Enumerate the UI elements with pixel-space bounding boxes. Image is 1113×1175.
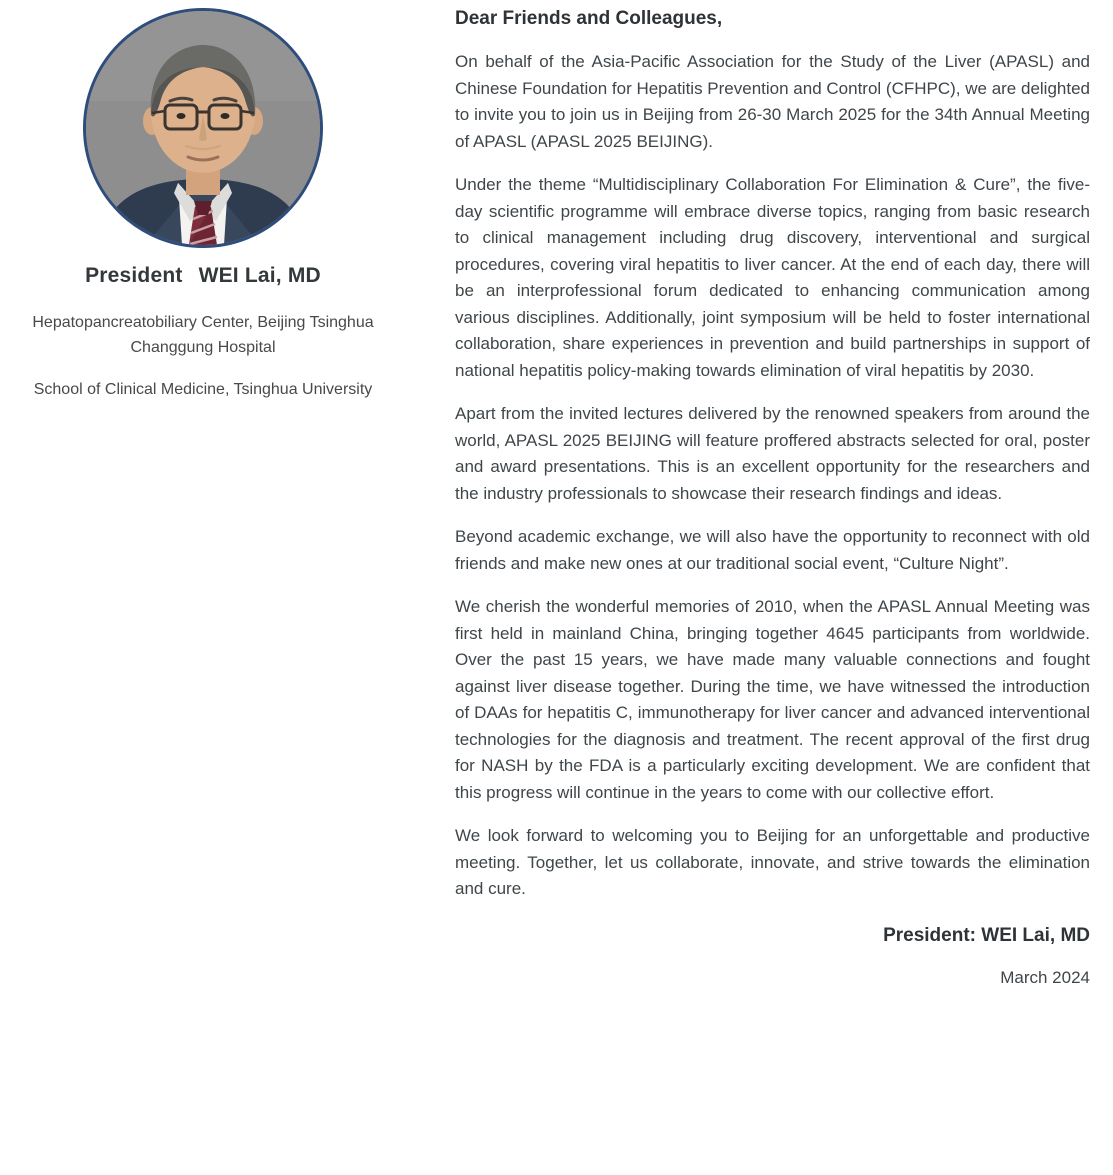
president-portrait-illustration: [86, 11, 320, 245]
letter-date: March 2024: [1000, 967, 1090, 987]
letter-salutation: Dear Friends and Colleagues,: [455, 8, 723, 29]
letter-paragraph-4: Beyond academic exchange, we will also have the opportunity to reconnect with old friends and make new ones at our traditional social event, “Culture Night”.: [455, 527, 1090, 573]
president-title-label: President: [85, 264, 183, 287]
affiliation-hospital: Hepatopancreatobiliary Center, Beijing Tsinghua Changgung Hospital: [32, 314, 374, 356]
letter-paragraph-1: On behalf of the Asia-Pacific Association for the Study of the Liver (APASL) and Chinese Foundation for Hepatitis Prevention and Control (CFHPC), we are delighted to invite you to join us in Beijing from 26-30 March 2025 for the 34th Annual Meeting of APASL (APASL 2025 BEIJING).: [455, 52, 1090, 151]
letter-paragraph-6: We look forward to welcoming you to Beijing for an unforgettable and productive meeting. Together, let us collaborate, innovate, and strive towards the elimination and cure.: [455, 826, 1090, 898]
letter-paragraph-5: We cherish the wonderful memories of 2010, when the APASL Annual Meeting was first held in mainland China, bringing together 4645 participants from worldwide. Over the past 15 years, we have made many valuable connections and fought against liver disease together. During the time, we have witnessed the introduction of DAAs for hepatitis C, immunotherapy for liver cancer and advanced interventional technologies for the diagnosis and treatment. The recent approval of the first drug for NASH by the FDA is a particularly exciting development. We are confident that this progress will continue in the years to come with our collective effort.: [455, 597, 1090, 802]
president-title: [85, 264, 321, 288]
letter-paragraph-3: Apart from the invited lectures delivered by the renowned speakers from around the world, APASL 2025 BEIJING will feature proffered abstracts selected for oral, poster and award presentations. This is an excellent opportunity for the researchers and the industry professionals to showcase their research findings and ideas.: [455, 404, 1090, 503]
president-name: WEI Lai, MD: [198, 264, 321, 287]
letter-body: [406, 0, 1113, 988]
president-portrait-photo: [83, 8, 323, 248]
letter-paragraph-2: Under the theme “Multidisciplinary Collaboration For Elimination & Cure”, the five-day scientific programme will embrace diverse topics, ranging from basic research to clinical management including drug discovery, interventional and surgical procedures, covering viral hepatitis to liver cancer. At the end of each day, there will be an interprofessional forum dedicated to enhancing communication among various disciplines. Additionally, joint symposium will be held to foster international collaboration, share experiences in prevention and build partnerships in support of national hepatitis policy-making towards elimination of viral hepatitis by 2030.: [455, 175, 1090, 380]
letter-signature: President: WEI Lai, MD: [883, 924, 1090, 946]
affiliation-school: School of Clinical Medicine, Tsinghua University: [33, 381, 373, 398]
president-panel: [0, 0, 406, 988]
